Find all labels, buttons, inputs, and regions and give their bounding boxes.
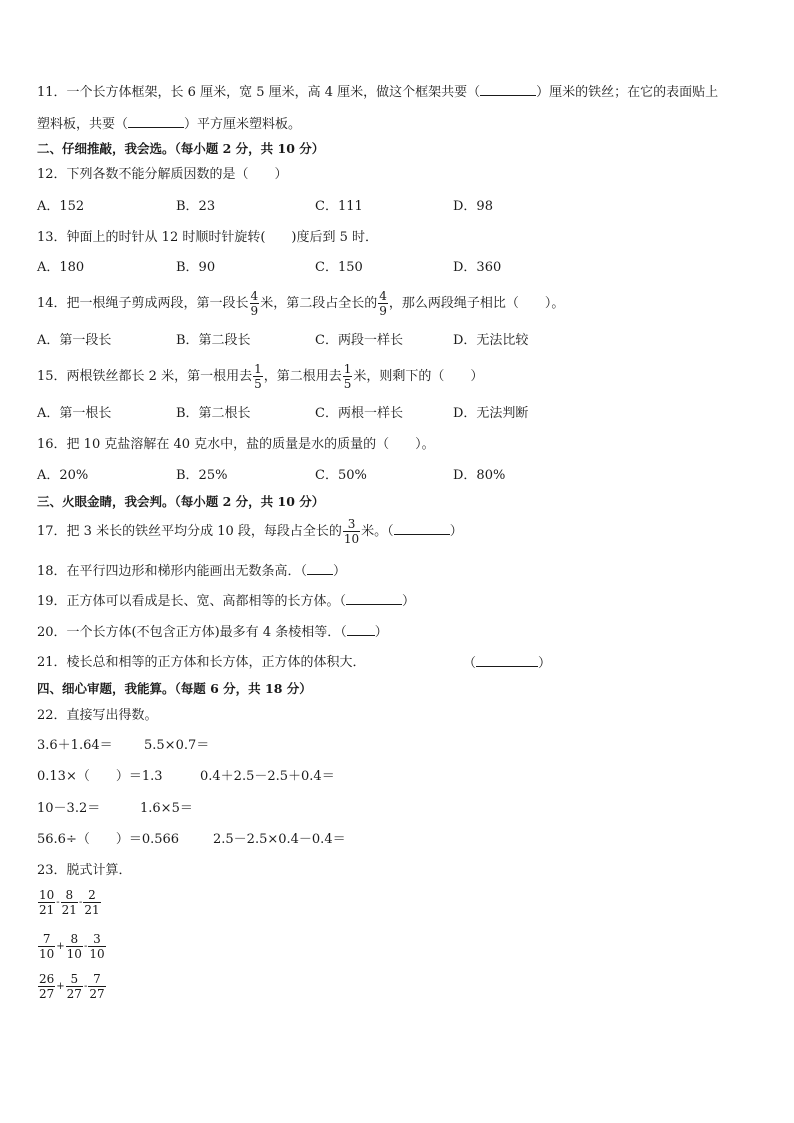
q23-e2-fraction-3 [88, 932, 105, 961]
q23-expression-1 [38, 888, 101, 917]
q22-expr-4b: 2.5－2.5×0.4－0.4＝ [213, 832, 346, 847]
q11-text-d: ）平方厘米塑料板。 [184, 117, 302, 132]
q23-e3-operator-1: + [56, 981, 65, 992]
q11-line2 [37, 115, 301, 134]
q15-option-b[interactable]: B．第二根长 [176, 406, 251, 421]
q23-e1-operator-1: - [56, 897, 60, 908]
q18-answer-blank[interactable] [307, 562, 333, 575]
q23-e1-fraction-1 [38, 888, 55, 917]
q15-fraction-2 [343, 362, 353, 391]
q17-text-pre: 17．把 3 米长的铁丝平均分成 10 段，每段占全长的 [37, 524, 342, 539]
q16-option-b[interactable]: B．25% [176, 468, 228, 483]
q16-question: 16．把 10 克盐溶解在 40 克水中，盐的质量是水的质量的（ ）。 [37, 437, 435, 452]
q23-e1-f1-numerator: 10 [39, 888, 55, 902]
q23-e2-fraction-2 [66, 932, 83, 961]
q15-fraction-2-numerator: 1 [343, 362, 352, 376]
q23-e2-f1-denominator: 10 [39, 947, 55, 961]
q15-question [37, 360, 483, 394]
q11-answer-blank-2[interactable] [128, 115, 184, 128]
q23-e2-f3-denominator: 10 [89, 947, 105, 961]
q15-option-d[interactable]: D．无法判断 [453, 406, 529, 421]
q23-e2-fraction-1 [38, 932, 55, 961]
q11-answer-blank-1[interactable] [480, 83, 536, 96]
q17-answer-blank[interactable] [394, 522, 450, 535]
q23-e2-operator-2: - [83, 941, 88, 952]
q16-option-c[interactable]: C．50% [315, 468, 367, 483]
q13-question: 13．钟面上的时针从 12 时顺时针旋转( )度后到 5 时． [37, 230, 379, 245]
q17-fraction-numerator: 3 [343, 517, 360, 532]
q14-option-a[interactable]: A．第一段长 [37, 333, 112, 348]
q23-e3-f2-denominator: 27 [66, 987, 82, 1001]
q20-question [37, 623, 388, 642]
q21-text-close: ） [538, 656, 552, 671]
q12-option-d[interactable]: D．98 [453, 199, 493, 214]
q16-option-a[interactable]: A．20% [37, 468, 89, 483]
q22-expr-1a: 3.6＋1.64＝ [37, 738, 113, 753]
q23-e1-f3-denominator: 21 [84, 903, 100, 917]
q15-fraction-2-denominator: 5 [343, 377, 352, 391]
q23-e1-f1-denominator: 21 [39, 903, 55, 917]
q23-e3-f2-numerator: 5 [66, 972, 83, 987]
q11-text-b: ）厘米的铁丝；在它的表面贴上 [536, 85, 719, 100]
q22-expr-3a: 10－3.2＝ [37, 801, 101, 816]
q13-option-d[interactable]: D．360 [453, 260, 502, 275]
q15-option-a[interactable]: A．第一根长 [37, 406, 112, 421]
q23-e3-f3-denominator: 27 [89, 987, 105, 1001]
q23-e3-fraction-1 [38, 972, 55, 1001]
q23-e2-f1-numerator: 7 [38, 932, 55, 947]
q22-expr-3b: 1.6×5＝ [140, 801, 193, 816]
q16-option-d[interactable]: D．80% [453, 468, 506, 483]
q13-option-a[interactable]: A．180 [37, 260, 85, 275]
q11-line1 [37, 83, 718, 102]
q15-fraction-1-denominator: 5 [254, 377, 262, 391]
q19-question [37, 592, 415, 611]
q18-text: 18．在平行四边形和梯形内能画出无数条高．（ [37, 564, 308, 579]
q14-fraction-2-numerator: 4 [379, 289, 387, 303]
q14-text-pre: 14．把一根绳子剪成两段，第一段长 [37, 296, 249, 311]
q23-e2-operator-1: + [56, 941, 65, 952]
q22-question: 22．直接写出得数。 [37, 708, 158, 723]
q23-e2-f2-denominator: 10 [66, 947, 82, 961]
q22-expr-2a: 0.13×（ ）＝1.3 [37, 769, 163, 784]
q17-question [37, 515, 463, 549]
q15-text-mid: ，第二根用去 [263, 369, 342, 384]
q23-e2-f3-numerator: 3 [88, 932, 105, 947]
q21-text-open: （ [463, 656, 477, 671]
q12-question: 12．下列各数不能分解质因数的是（ ） [37, 167, 288, 182]
q12-option-b[interactable]: B．23 [176, 199, 216, 214]
q20-text-close: ） [374, 625, 388, 640]
q23-expression-3 [38, 972, 106, 1001]
q18-text-close: ） [333, 564, 347, 579]
q14-text-mid: 米，第二段占全长的 [260, 296, 378, 311]
q23-e3-f1-numerator: 26 [39, 972, 55, 986]
q23-e3-fraction-3 [88, 972, 105, 1001]
q19-text: 19．正方体可以看成是长、宽、高都相等的长方体。（ [37, 594, 347, 609]
q23-e1-fraction-2 [61, 888, 78, 917]
q23-e1-f2-denominator: 21 [61, 903, 77, 917]
q23-e1-operator-2: - [78, 897, 83, 908]
q19-text-close: ） [402, 594, 416, 609]
q23-e3-fraction-2 [66, 972, 83, 1001]
q23-e1-f2-numerator: 8 [61, 888, 78, 903]
q13-option-b[interactable]: B．90 [176, 260, 216, 275]
q14-text-post: ，那么两段绳子相比（ ）。 [388, 296, 565, 311]
q14-fraction-1-numerator: 4 [250, 289, 259, 303]
section-2-heading: 二、仔细推敲，我会选。（每小题 2 分，共 10 分） [37, 141, 325, 156]
q20-answer-blank[interactable] [347, 623, 375, 636]
q17-fraction-denominator: 10 [343, 532, 360, 546]
q12-option-a[interactable]: A．152 [37, 199, 85, 214]
q14-option-b[interactable]: B．第二段长 [176, 333, 251, 348]
q21-question: 21．棱长总和相等的正方体和长方体，正方体的体积大． [37, 655, 366, 670]
q11-text-a: 11．一个长方体框架，长 6 厘米，宽 5 厘米，高 4 厘米，做这个框架共要（ [37, 85, 481, 100]
q20-text: 20．一个长方体(不包含正方体)最多有 4 条棱相等．（ [37, 625, 347, 640]
q23-e3-f1-denominator: 27 [39, 987, 55, 1001]
q14-fraction-2 [378, 289, 388, 318]
q23-question: 23．脱式计算． [37, 863, 132, 878]
q17-fraction [343, 517, 360, 546]
q14-option-c[interactable]: C．两段一样长 [315, 333, 403, 348]
q23-expression-2 [38, 932, 106, 961]
q14-option-d[interactable]: D．无法比较 [453, 333, 529, 348]
q23-e2-f2-numerator: 8 [66, 932, 83, 947]
q22-expr-2b: 0.4＋2.5－2.5＋0.4＝ [200, 769, 335, 784]
q23-e1-f3-numerator: 2 [83, 888, 100, 903]
section-3-heading: 三、火眼金睛，我会判。（每小题 2 分，共 10 分） [37, 494, 325, 509]
q15-text-pre: 15．两根铁丝都长 2 米，第一根用去 [37, 369, 253, 384]
q21-answer [463, 654, 551, 673]
q13-option-c[interactable]: C．150 [315, 260, 363, 275]
q23-e3-f3-numerator: 7 [88, 972, 105, 987]
q19-answer-blank[interactable] [346, 592, 402, 605]
q22-expr-1b: 5.5×0.7＝ [144, 738, 210, 753]
q14-fraction-1-denominator: 9 [250, 304, 259, 318]
section-4-heading: 四、细心审题，我能算。（每题 6 分，共 18 分） [37, 681, 312, 696]
q15-fraction-1 [253, 362, 263, 391]
q23-e3-operator-2: - [83, 981, 88, 992]
q14-fraction-1 [250, 289, 260, 318]
q15-fraction-1-numerator: 1 [254, 362, 262, 376]
q17-text-post-b: ） [449, 524, 463, 539]
q23-e1-fraction-3 [83, 888, 100, 917]
q17-text-post-a: 米。（ [361, 524, 394, 539]
q18-question [37, 562, 346, 581]
q14-fraction-2-denominator: 9 [379, 304, 387, 318]
q12-option-c[interactable]: C．111 [315, 199, 363, 214]
q22-expr-4a: 56.6÷（ ）＝0.566 [37, 832, 180, 847]
q11-text-c: 塑料板，共要（ [37, 117, 129, 132]
q15-text-post: 米，则剩下的（ ） [353, 369, 484, 384]
q15-option-c[interactable]: C．两根一样长 [315, 406, 403, 421]
q21-answer-blank[interactable] [476, 654, 538, 667]
q14-question [37, 287, 564, 321]
